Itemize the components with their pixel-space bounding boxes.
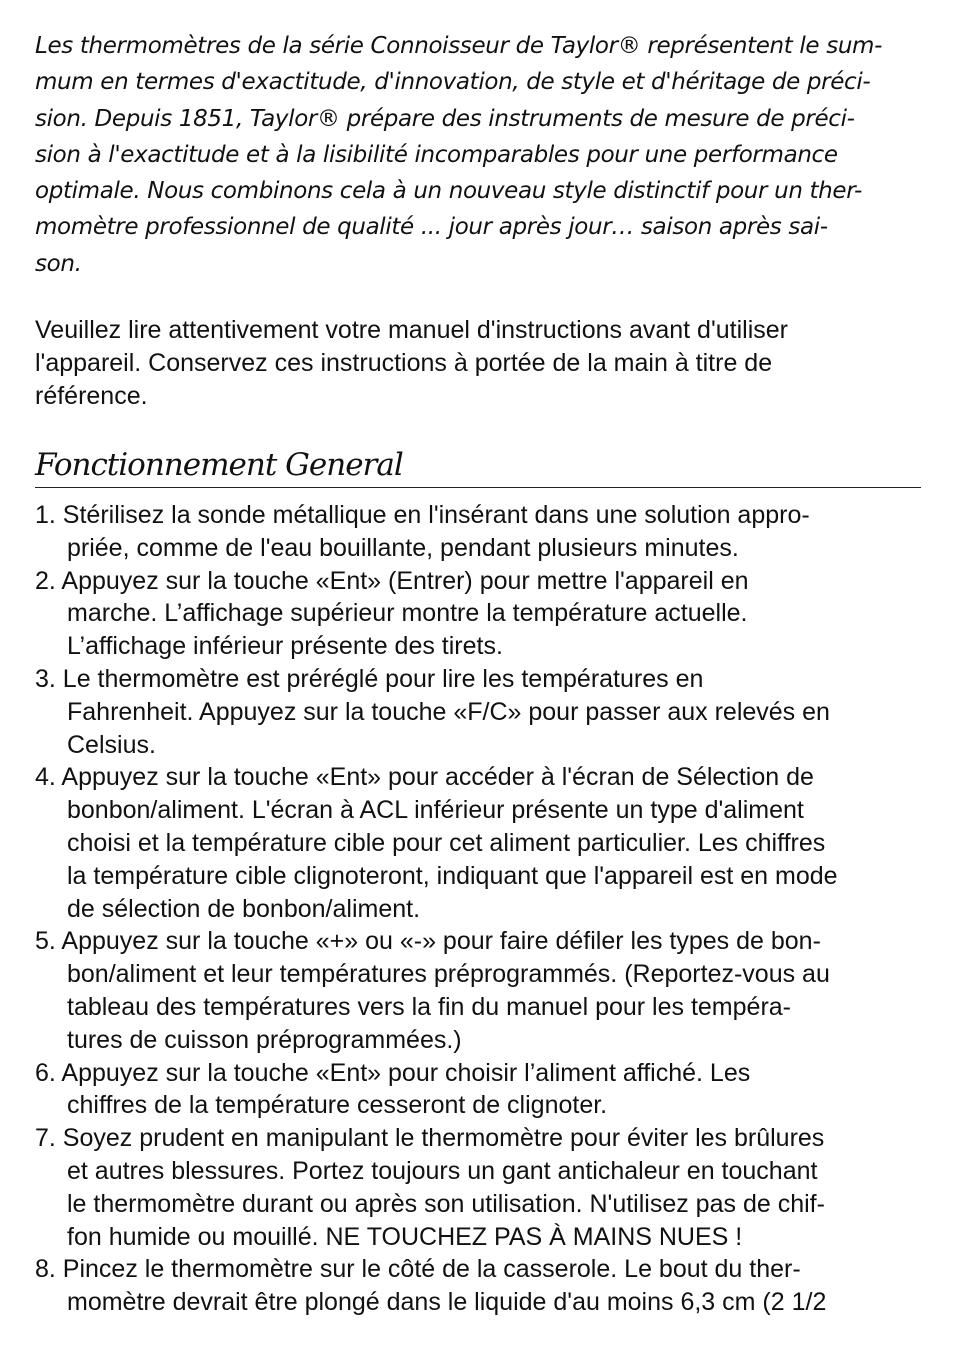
step-line: 3. Le thermomètre est préréglé pour lire les températures en [35, 664, 704, 693]
step-line: 1. Stérilisez la sonde métallique en l'insérant dans une solution appro- [35, 501, 810, 529]
step-line: Fahrenheit. Appuyez sur la touche «F/C» pour passer aux relevés en [67, 697, 830, 726]
step-line: 8. Pincez le thermomètre sur le côté de la casserole. Le bout du ther- [35, 1255, 801, 1284]
step-line: et autres blessures. Portez toujours un gant antichaleur en touchant [67, 1156, 818, 1185]
step-line: 5. Appuyez sur la touche «+» ou «-» pour faire défiler les types de bon- [35, 927, 821, 956]
step-line: choisi et la température cible pour cet aliment particulier. Les chiffres [67, 828, 826, 857]
step-line: priée, comme de l'eau bouillante, pendant plusieurs minutes. [67, 533, 739, 562]
step-line: 4. Appuyez sur la touche «Ent» pour accéder à l'écran de Sélection de [35, 763, 814, 792]
document-page [35, 28, 921, 1317]
intro-line: momètre professionnel de qualité ... jour après jour… saison après sai- [35, 214, 828, 241]
step-line: 2. Appuyez sur la touche «Ent» (Entrer) pour mettre l'appareil en [35, 566, 749, 595]
step-line: le thermomètre durant ou après son utilisation. N'utilisez pas de chif- [67, 1189, 825, 1218]
intro-line: optimale. Nous combinons cela à un nouveau style distinctif pour un ther- [35, 178, 863, 205]
section-title: Fonctionnement General [35, 445, 921, 488]
step-line: la température cible clignoteront, indiquant que l'appareil est en mode [67, 861, 838, 890]
step-1 [35, 499, 838, 565]
step-line: bon/aliment et leur températures préprogrammés. (Reportez-vous au [67, 960, 830, 989]
step-line: de sélection de bonbon/aliment. [67, 894, 421, 923]
note-line: référence. [35, 382, 148, 410]
step-line: Celsius. [67, 730, 156, 759]
step-line: L’affichage inférieur présente des tirets. [67, 632, 503, 661]
step-4 [35, 761, 838, 925]
step-5 [35, 925, 838, 1056]
intro-line: son. [35, 250, 82, 277]
step-line: momètre devrait être plongé dans le liquide d'au moins 6,3 cm (2 1/2 [67, 1288, 827, 1317]
instruction-steps [35, 499, 838, 1319]
note-line: l'appareil. Conservez ces instructions à portée de la main à titre de [35, 349, 773, 377]
note-line: Veuillez lire attentivement votre manuel d'instructions avant d'utiliser [35, 316, 788, 344]
step-line: fon humide ou mouillé. NE TOUCHEZ PAS À MAINS NUES ! [67, 1222, 743, 1251]
step-3 [35, 663, 838, 761]
step-line: tableau des températures vers la fin du manuel pour les tempéra- [67, 992, 791, 1021]
intro-line: sion. Depuis 1851, Taylor® prépare des instruments de mesure de préci- [35, 105, 855, 132]
step-line: 6. Appuyez sur la touche «Ent» pour choisir l’aliment affiché. Les [35, 1058, 751, 1087]
step-2 [35, 565, 838, 663]
step-7 [35, 1122, 838, 1253]
step-line: 7. Soyez prudent en manipulant le thermomètre pour éviter les brûlures [35, 1124, 825, 1153]
step-line: tures de cuisson préprogrammées.) [67, 1025, 462, 1054]
intro-line: sion à l'exactitude et à la lisibilité incomparables pour une performance [35, 141, 838, 168]
intro-paragraph [35, 28, 921, 282]
step-line: chiffres de la température cesseront de clignoter. [67, 1091, 608, 1120]
step-6 [35, 1057, 838, 1123]
intro-line: mum en termes d'exactitude, d'innovation, de style et d'héritage de préci- [35, 69, 871, 96]
intro-line: Les thermomètres de la série Connoisseur de Taylor® représentent le sum- [35, 33, 883, 59]
read-manual-note [35, 314, 788, 413]
step-line: bonbon/aliment. L'écran à ACL inférieur présente un type d'aliment [67, 796, 804, 825]
step-line: marche. L’affichage supérieur montre la température actuelle. [67, 599, 748, 628]
step-8 [35, 1253, 838, 1319]
